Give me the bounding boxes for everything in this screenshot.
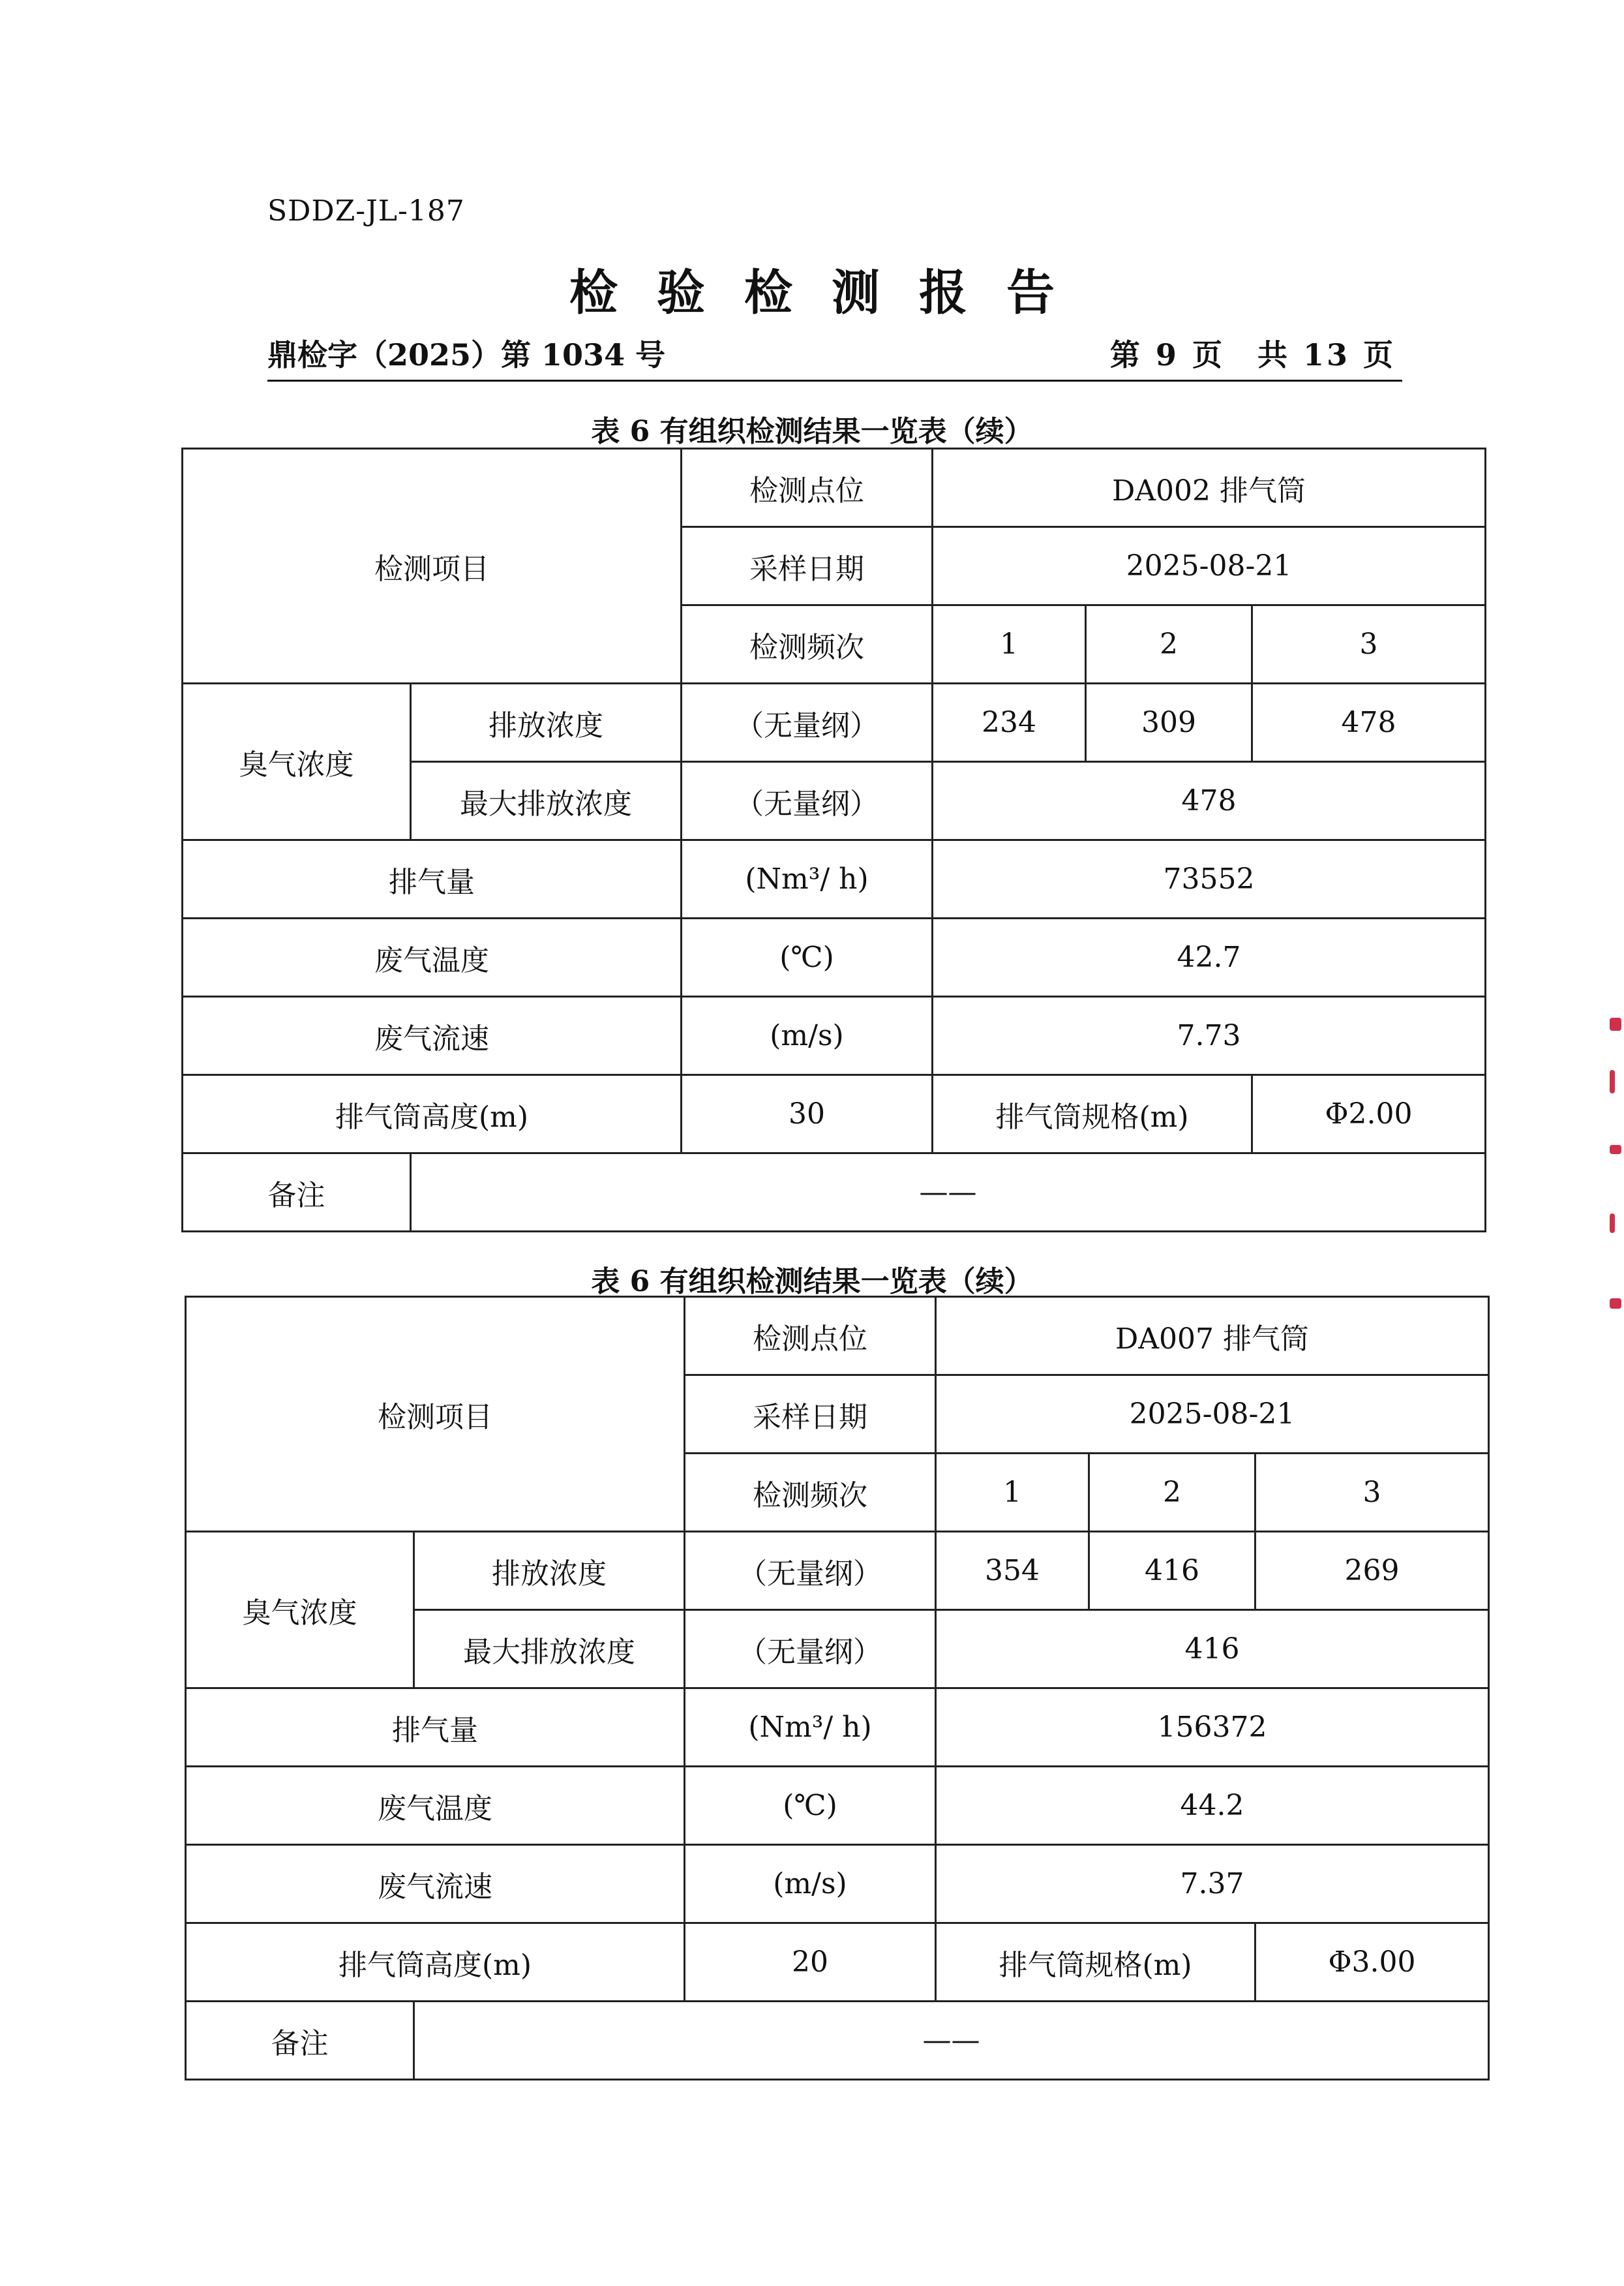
label-frequency: 检测频次 — [685, 1454, 936, 1532]
label-remark: 备注 — [186, 2002, 414, 2080]
stack-spec-value: Φ2.00 — [1252, 1075, 1486, 1153]
value-date: 2025-08-21 — [933, 527, 1486, 605]
results-table-2 — [185, 1296, 1490, 2080]
value-date: 2025-08-21 — [936, 1375, 1489, 1454]
flow-value: 156372 — [936, 1688, 1489, 1767]
label-date: 采样日期 — [685, 1375, 936, 1454]
label-temperature: 废气温度 — [183, 919, 682, 997]
value-point: DA007 排气筒 — [936, 1297, 1489, 1375]
table-caption-1: 表 6 有组织检测结果一览表（续） — [591, 415, 1033, 448]
unit-odor: （无量纲） — [685, 1532, 936, 1610]
label-stack-height: 排气筒高度(m) — [183, 1075, 682, 1153]
remark-value: —— — [411, 1153, 1486, 1232]
unit-speed: (m/s) — [682, 997, 933, 1075]
remark-value: —— — [414, 2002, 1489, 2080]
label-point: 检测点位 — [685, 1297, 936, 1375]
seal-fragment-mark — [1610, 1213, 1615, 1233]
temperature-value: 44.2 — [936, 1767, 1489, 1845]
unit-flow: (Nm³/ h) — [682, 840, 933, 919]
max-emission-value: 416 — [936, 1610, 1489, 1688]
unit-temperature: (℃) — [685, 1767, 936, 1845]
label-odor: 臭气浓度 — [186, 1532, 414, 1688]
unit-odor-max: （无量纲） — [685, 1610, 936, 1688]
flow-value: 73552 — [933, 840, 1486, 919]
frequency-2: 2 — [1089, 1454, 1256, 1532]
stack-spec-value: Φ3.00 — [1256, 1923, 1489, 2002]
frequency-3: 3 — [1252, 605, 1486, 684]
table-caption-2: 表 6 有组织检测结果一览表（续） — [591, 1265, 1033, 1298]
report-header — [267, 339, 1402, 382]
frequency-1: 1 — [933, 605, 1086, 684]
results-table-1 — [181, 448, 1486, 1232]
label-speed: 废气流速 — [183, 997, 682, 1075]
label-stack-spec: 排气筒规格(m) — [936, 1923, 1256, 2002]
label-frequency: 检测频次 — [682, 605, 933, 684]
unit-odor-max: （无量纲） — [682, 762, 933, 840]
emission-value-2: 309 — [1086, 684, 1252, 762]
unit-flow: (Nm³/ h) — [685, 1688, 936, 1767]
seal-fragment-mark — [1610, 1018, 1621, 1031]
label-remark: 备注 — [183, 1153, 411, 1232]
label-stack-spec: 排气筒规格(m) — [933, 1075, 1252, 1153]
emission-value-1: 354 — [936, 1532, 1089, 1610]
speed-value: 7.37 — [936, 1845, 1489, 1923]
unit-speed: (m/s) — [685, 1845, 936, 1923]
emission-value-3: 478 — [1252, 684, 1486, 762]
stack-height-value: 30 — [682, 1075, 933, 1153]
label-max-emission: 最大排放浓度 — [411, 762, 682, 840]
unit-temperature: (℃) — [682, 919, 933, 997]
value-point: DA002 排气筒 — [933, 449, 1486, 527]
document-code: SDDZ-JL-187 — [267, 194, 465, 228]
label-odor: 臭气浓度 — [183, 684, 411, 840]
frequency-3: 3 — [1256, 1454, 1489, 1532]
label-temperature: 废气温度 — [186, 1767, 685, 1845]
stack-height-value: 20 — [685, 1923, 936, 2002]
frequency-1: 1 — [936, 1454, 1089, 1532]
unit-odor: （无量纲） — [682, 684, 933, 762]
emission-value-2: 416 — [1089, 1532, 1256, 1610]
frequency-2: 2 — [1086, 605, 1252, 684]
report-title: 检验检测报告 — [569, 265, 1094, 321]
page-number: 第 9 页 共 13 页 — [1109, 337, 1396, 373]
label-emission: 排放浓度 — [414, 1532, 685, 1610]
seal-fragment-mark — [1610, 1145, 1621, 1154]
label-stack-height: 排气筒高度(m) — [186, 1923, 685, 2002]
report-reference: 鼎检字（2025）第 1034 号 — [267, 337, 666, 373]
temperature-value: 42.7 — [933, 919, 1486, 997]
label-flow: 排气量 — [186, 1688, 685, 1767]
label-emission: 排放浓度 — [411, 684, 682, 762]
label-point: 检测点位 — [682, 449, 933, 527]
label-flow: 排气量 — [183, 840, 682, 919]
seal-fragment-mark — [1610, 1070, 1615, 1093]
seal-fragment-mark — [1610, 1298, 1621, 1309]
label-item: 检测项目 — [186, 1297, 685, 1532]
label-max-emission: 最大排放浓度 — [414, 1610, 685, 1688]
max-emission-value: 478 — [933, 762, 1486, 840]
label-date: 采样日期 — [682, 527, 933, 605]
emission-value-1: 234 — [933, 684, 1086, 762]
label-item: 检测项目 — [183, 449, 682, 684]
speed-value: 7.73 — [933, 997, 1486, 1075]
emission-value-3: 269 — [1256, 1532, 1489, 1610]
label-speed: 废气流速 — [186, 1845, 685, 1923]
